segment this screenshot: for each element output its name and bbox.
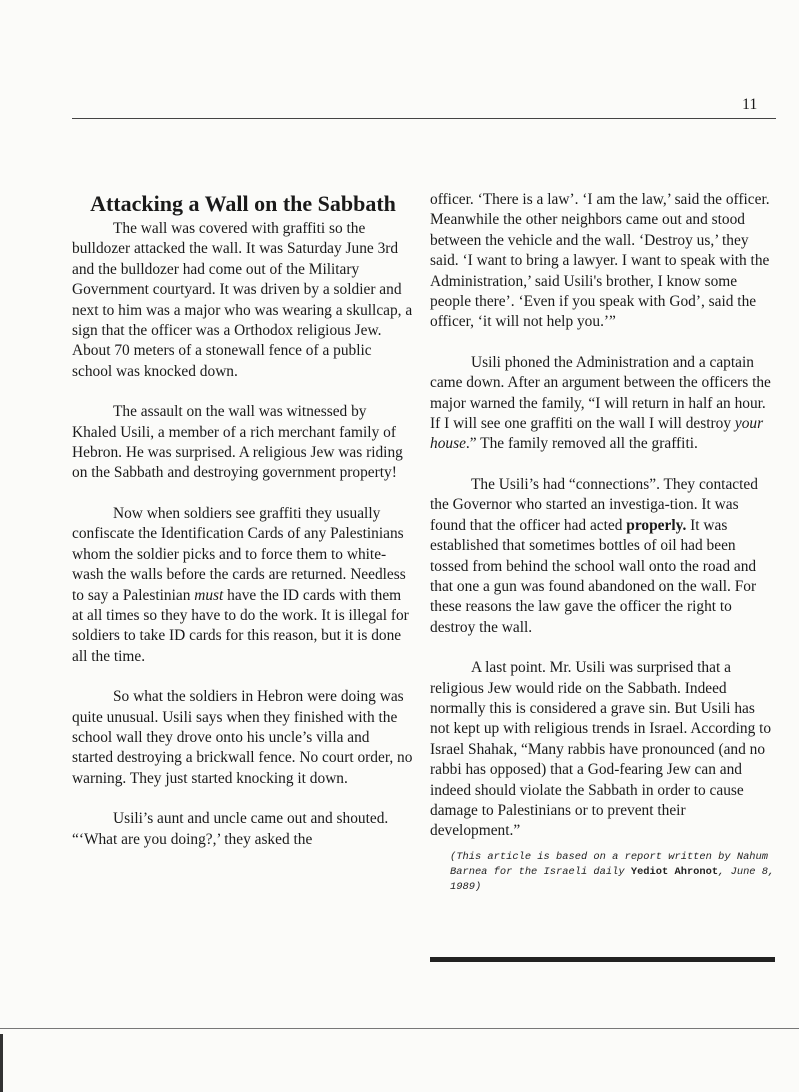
right-column <box>430 190 775 895</box>
paragraph-2: The assault on the wall was witnessed by Khaled Usili, a member of a rich merchant family of Hebron. He was surprised. A religious Jew was riding on the Sabbath and destroying government property! <box>72 403 403 482</box>
paragraph-7-part-b: .” The family removed all the graffiti. <box>465 435 698 453</box>
footnote-part-b: , June 8, 1989) <box>450 865 775 893</box>
footnote-publication: Yediot Ahronot <box>630 865 719 878</box>
article-title: Attacking a Wall on the Sabbath <box>90 191 396 216</box>
paragraph-8 <box>430 475 775 638</box>
corner-mark <box>0 1034 3 1092</box>
footnote-part-a: (This article is based on a report written by Nahum Barnea for the Israeli daily <box>450 850 769 878</box>
paragraph-7-emphasis: your house <box>430 415 764 453</box>
paragraph-3-part-b: have the ID cards with them at all times so they have to do the work. It is illegal for soldiers to take ID cards for this reason, but it is done all the time. <box>72 586 409 665</box>
footnote-bar <box>430 957 775 962</box>
paragraph-3-part-a: Now when soldiers see graffiti they usually confiscate the Identification Cards of any Palestinians whom the soldier picks and to force them to white-wash the walls before the cards are returned. Needless to say a Palestinian <box>72 504 406 604</box>
header-rule <box>72 118 776 119</box>
paragraph-7-part-a: Usili phoned the Administration and a captain came down. After an argument between the officers the major warned the family, “I will return in half an hour. If I will see one graffiti on the wall I will destroy <box>430 353 771 433</box>
paragraph-1: The wall was covered with graffiti so the bulldozer attacked the wall. It was Saturday June 3rd and the bulldozer had come out of the Military Government courtyard. It was driven by a soldier and next to him was a major who was wearing a skullcap, a sign that the officer was a Orthodox religious Jew. About 70 meters of a stonewall fence of a public school was knocked down. <box>72 220 413 380</box>
paragraph-6: officer. ‘There is a law’. ‘I am the law,’ said the officer. Meanwhile the other neighbors came out and stood between the vehicle and the wall. ‘Destroy us,’ they said. ‘I want to bring a lawyer. I want to speak with the Administration,’ said Usili's brother, I know some people there’. ‘Even if you speak with God’, said the officer, ‘it will not help you.’” <box>430 191 770 331</box>
left-column <box>72 190 414 870</box>
paragraph-8-bold: properly. <box>626 516 687 534</box>
footnote <box>430 850 775 895</box>
paragraph-3-emphasis: must <box>194 586 224 604</box>
paragraph-4: So what the soldiers in Hebron were doing was quite unusual. Usili says when they finished with the school wall they drove onto his uncle’s villa and started destroying a brickwall fence. No court order, no warning. They just started knocking it down. <box>72 688 413 787</box>
paragraph-5: Usili’s aunt and uncle came out and shouted. “‘What are you doing?,’ they asked the <box>72 810 389 848</box>
paragraph-3 <box>72 504 414 667</box>
paragraph-8-part-b: It was established that sometimes bottles of oil had been tossed from behind the school wall onto the road and that one a gun was found abandoned on the wall. For these reasons the law gave the officer the right to destroy the wall. <box>430 516 757 636</box>
bottom-rule <box>0 1028 799 1029</box>
paragraph-9: A last point. Mr. Usili was surprised that a religious Jew would ride on the Sabbath. Indeed normally this is considered a grave sin. But Usili has not kept up with religious trends in Israel. According to Israel Shahak, “Many rabbis have pronounced (and no rabbi has opposed) that a God-fearing Jew can and indeed should violate the Sabbath in order to cause damage to Palestinians or to prevent their development.” <box>430 659 772 840</box>
paragraph-7 <box>430 353 775 455</box>
paragraph-8-part-a: The Usili’s had “connections”. They contacted the Governor who started an investiga-tion. It was found that the officer had acted <box>430 475 758 534</box>
page-number: 11 <box>742 96 758 113</box>
